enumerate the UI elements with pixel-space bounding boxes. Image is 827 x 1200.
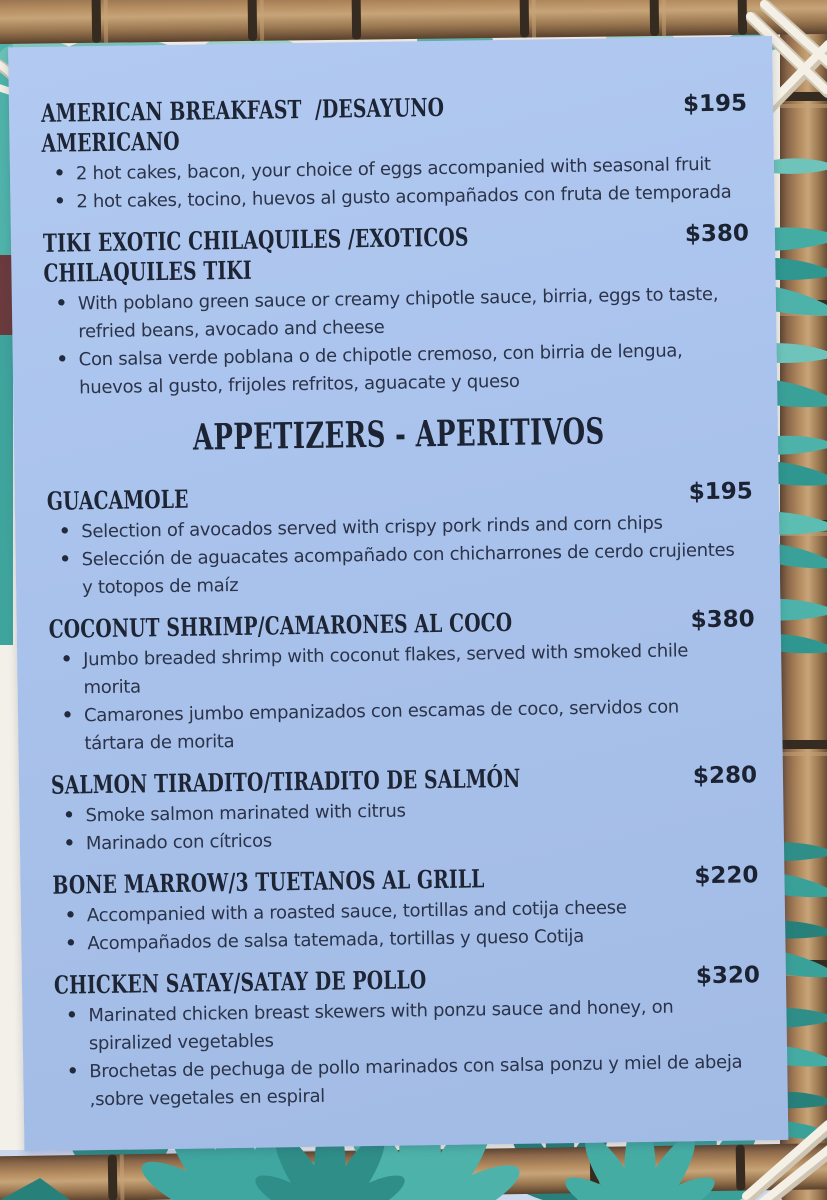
menu-item-title: COCONUT SHRIMP/CAMARONES AL COCO [48, 607, 513, 644]
menu-item-price: $195 [682, 90, 748, 118]
menu-item [54, 960, 762, 1114]
menu-item-bullets [62, 992, 748, 1114]
menu-item-price: $380 [690, 606, 755, 634]
menu-paper [8, 36, 788, 1151]
menu-item-bullet: • Acompañados de salsa tatemada, tortillas y queso Cotija [61, 920, 745, 958]
menu-item-price: $195 [688, 478, 753, 506]
menu-item-price: $220 [694, 862, 759, 890]
menu-item-title: BONE MARROW/3 TUETANOS AL GRILL [52, 864, 485, 900]
menu-item-bullet: • Brochetas de pechuga de pollo marinados con salsa ponzu y miel de abeja ,sobre vegetales en espiral [63, 1048, 748, 1114]
menu-item-bullets [61, 892, 746, 958]
menu-item-bullets [55, 509, 740, 603]
menu-item [41, 88, 749, 216]
menu-item-bullet: • Selección de aguacates acompañado con chicharrones de cerdo crujientes y totopos de maíz [55, 537, 740, 603]
menu-item-price: $280 [692, 762, 758, 790]
menu-item-bullets [52, 281, 738, 403]
menu-item-title: SALMON TIRADITO/TIRADITO DE SALMÓN [50, 763, 521, 800]
menu-item-bullets [57, 637, 743, 759]
menu-item-header [43, 218, 750, 288]
menu-item-title: GUACAMOLE [46, 484, 189, 516]
menu-item-bullets [59, 793, 744, 859]
menu-item-title: TIKI EXOTIC CHILAQUILES /EXOTICOS CHILAQUILES TIKI [42, 222, 476, 288]
menu-item-bullet: • Smoke salmon marinated with citrus [59, 793, 743, 831]
menu-item-bullet: • Camarones jumbo empanizados con escamas de coco, servidos con tártara de morita [58, 693, 743, 759]
menu-item-bullet: • Con salsa verde poblana o de chipotle cremoso, con birria de lengua, huevos al gusto, frijoles refritos, aguacate y queso [53, 337, 738, 403]
menu-item [47, 476, 755, 602]
section-header-text: APPETIZERS - APERITIVOS [192, 410, 606, 459]
menu-item-bullet: • Marinado con cítricos [60, 821, 744, 859]
menu-item-price: $320 [695, 962, 761, 990]
menu-item [43, 218, 752, 402]
menu-item-bullet: • Jumbo breaded shrimp with coconut flakes, served with smoked chile morita [57, 637, 742, 703]
menu-item-bullet: • Accompanied with a roasted sauce, tortillas and cotija cheese [61, 892, 745, 930]
menu-item-bullet: • Selection of avocados served with crispy pork rinds and corn chips [55, 509, 739, 547]
section-header-appetizers [46, 408, 753, 460]
menu-item-header [41, 88, 748, 158]
menu-item-bullet: • 2 hot cakes, tocino, huevos al gusto acompañados con fruta de temporada [50, 179, 734, 217]
menu-item-bullet: • With poblano green sauce or creamy chipotle sauce, birria, eggs to taste, refried beans, avocado and cheese [52, 281, 737, 347]
menu-item-bullets [50, 151, 735, 217]
menu-item-price: $380 [684, 220, 750, 248]
menu-item [52, 860, 759, 958]
menu-item-title: AMERICAN BREAKFAST /DESAYUNO AMERICANO [40, 92, 451, 158]
menu-item-title: CHICKEN SATAY/SATAY DE POLLO [53, 965, 427, 1000]
menu-item [51, 760, 758, 858]
menu-item-bullet: • 2 hot cakes, bacon, your choice of eggs accompanied with seasonal fruit [50, 151, 734, 189]
menu-item-bullet: • Marinated chicken breast skewers with ponzu sauce and honey, on spiralized vegetables [62, 992, 747, 1058]
menu-content [41, 88, 762, 1114]
menu-item [49, 604, 757, 758]
